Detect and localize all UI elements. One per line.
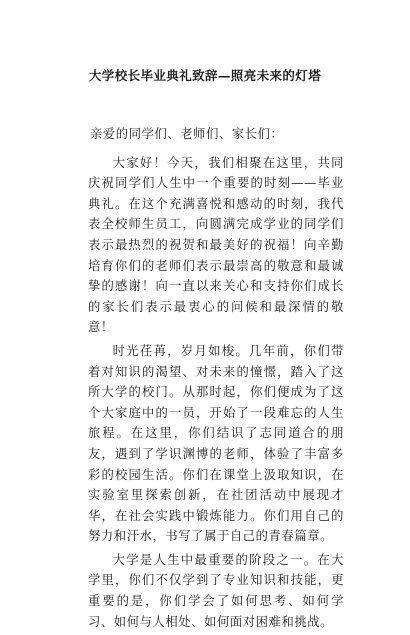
document-body xyxy=(88,124,344,635)
paragraph-3: 大学是人生中最重要的阶段之一。在大学里，你们不仅学到了专业知识和技能，更重要的是，你们学会了如何思考、如何学习、如何与人相处、如何面对困难和挑战。 xyxy=(88,552,344,629)
paragraph-1: 大家好！今天，我们相聚在这里，共同庆祝同学们人生中一个重要的时刻——毕业典礼。在这个充满喜悦和感动的时刻，我代表全校师生员工，向圆满完成学业的同学们表示最热烈的祝贺和最美好的祝福！向辛勤培育你们的老师们表示最崇高的敬意和最诚挚的感谢！向一直以来关心和支持你们成长的家长们表示最衷心的问候和最深情的敬意！ xyxy=(88,155,344,335)
document-title: 大学校长毕业典礼致辞—照亮未来的灯塔 xyxy=(88,68,322,83)
salutation: 亲爱的同学们、老师们、家长们： xyxy=(90,127,284,141)
paragraph-2: 时光荏苒，岁月如梭。几年前，你们带着对知识的渴望、对未来的憧憬，踏入了这所大学的校门。从那时起，你们便成为了这个大家庭中的一员，开始了一段难忘的人生旅程。在这里，你们结识了志同道合的朋友，遇到了学识渊博的老师，体验了丰富多彩的校园生活。你们在课堂上汲取知识，在实验室里探索创新，在社团活动中展现才华，在社会实践中锻炼能力。你们用自己的努力和汗水，书写了属于自己的青春篇章。 xyxy=(88,343,344,544)
